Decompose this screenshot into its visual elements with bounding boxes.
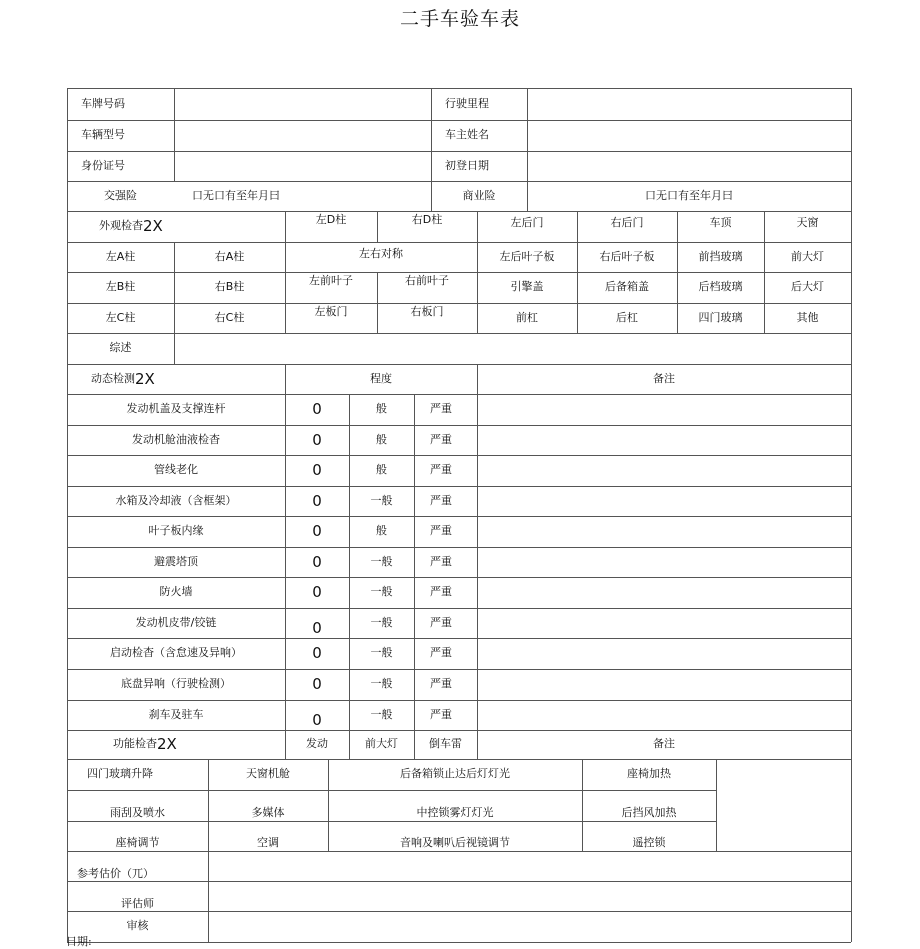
- appraiser-label: 评估师: [121, 896, 154, 910]
- function-item: 座椅调节: [115, 835, 160, 849]
- dynamic-item-name: 防火墙: [159, 585, 193, 599]
- degree-mild-option: 一般: [370, 646, 393, 660]
- plate-label: 车牌号码: [81, 96, 125, 110]
- exterior-item: 左C柱: [105, 310, 136, 324]
- function-item: 四门玻璃升降: [87, 767, 153, 780]
- degree-mild-option: 一般: [370, 493, 393, 507]
- exterior-item: 前挡玻璃: [698, 249, 743, 263]
- exterior-item: 左右对称: [359, 247, 403, 260]
- degree-severe-option: 严重: [430, 615, 452, 629]
- degree-severe-option: 严重: [430, 646, 452, 660]
- degree-severe-option: 严重: [430, 493, 452, 507]
- exterior-item: 引擎盖: [510, 280, 544, 294]
- degree-none-value: 0: [312, 430, 322, 449]
- degree-severe-option: 严重: [430, 524, 452, 538]
- function-item: 中控锁雾灯灯光: [416, 805, 494, 819]
- model-label: 车辆型号: [81, 128, 125, 142]
- function-item: 天窗机舱: [246, 767, 290, 780]
- degree-mild-option: 一般: [370, 615, 393, 629]
- exterior-item: 右B柱: [214, 280, 245, 294]
- exterior-item: 右前叶子: [405, 274, 449, 287]
- function-item: 多媒体: [251, 805, 285, 819]
- exterior-item: 天窗: [796, 216, 819, 229]
- owner-label: 车主姓名: [445, 128, 489, 142]
- exterior-item: 左前叶子: [309, 274, 353, 287]
- grid-line: [851, 88, 852, 942]
- degree-mild-option: 般: [376, 524, 387, 538]
- compulsory-insurance-label: 交强险: [104, 188, 137, 202]
- exterior-item: 后档玻璃: [698, 280, 743, 294]
- degree-mild-option: 般: [376, 402, 387, 416]
- degree-none-value: 0: [312, 618, 322, 637]
- function-item: 后备箱锁止达后灯灯光: [400, 767, 510, 780]
- dynamic-item-name: 发动机皮带/铰链: [135, 615, 217, 629]
- degree-none-value: 0: [312, 583, 322, 602]
- degree-severe-option: 严重: [430, 707, 452, 721]
- page-title: 二手车验车表: [399, 8, 520, 30]
- first-reg-label: 初登日期: [445, 158, 489, 172]
- exterior-item: 四门玻璃: [698, 310, 743, 324]
- exterior-header-text: 外观检杳: [99, 219, 143, 233]
- exterior-item: 左D柱: [315, 213, 347, 226]
- grid-line: [716, 759, 717, 851]
- exterior-item: 其他: [796, 310, 819, 324]
- function-item: 座椅加热: [627, 767, 671, 780]
- dynamic-item-name: 启动检杳（含怠速及异响）: [110, 646, 242, 660]
- degree-mild-option: 一般: [370, 585, 393, 599]
- degree-none-value: 0: [312, 644, 322, 663]
- exterior-item: 左后叶子板: [499, 249, 555, 263]
- degree-none-value: 0: [312, 552, 322, 571]
- degree-label: 程度: [370, 371, 392, 385]
- exterior-header: [67, 211, 285, 242]
- degree-mild-option: 般: [376, 463, 387, 477]
- degree-none-value: 0: [312, 461, 322, 480]
- exterior-item: 右C柱: [214, 310, 245, 324]
- function-item: 遥控锁: [632, 835, 666, 849]
- exterior-item: 右后叶子板: [599, 249, 655, 263]
- grid-line: [67, 333, 851, 334]
- exterior-item: 右板门: [410, 305, 444, 318]
- function-header: [67, 730, 285, 759]
- id-label: 身份证号: [81, 158, 125, 172]
- degree-severe-option: 严重: [430, 432, 452, 446]
- degree-severe-option: 严重: [430, 554, 452, 568]
- exterior-item: 右D柱: [411, 213, 443, 226]
- exterior-item: 后备箱盖: [605, 280, 649, 294]
- dynamic-item-name: 底盘异响（行驶检测）: [121, 677, 231, 691]
- dynamic-item-name: 管线老化: [154, 463, 198, 477]
- degree-mild-option: 般: [376, 432, 387, 446]
- date-label: 日期:: [66, 935, 92, 948]
- review-label: 审核: [126, 919, 149, 933]
- exterior-item: 左板门: [314, 305, 348, 318]
- exterior-item: 前杠: [516, 310, 538, 324]
- dynamic-item-name: 叶子板内缘: [148, 524, 204, 538]
- grid-line: [67, 942, 851, 943]
- degree-mild-option: 一般: [370, 554, 393, 568]
- degree-none-value: 0: [312, 710, 322, 729]
- degree-severe-option: 严重: [430, 463, 452, 477]
- dynamic-header-text: 动态检测: [91, 371, 135, 385]
- dynamic-item-name: 避震塔顶: [154, 554, 198, 568]
- dynamic-item-name: 发动机盖及支撑连杆: [126, 402, 226, 416]
- dynamic-item-name: 刹车及驻车: [148, 707, 204, 721]
- estimate-label: 参考估价（兀）: [77, 866, 154, 880]
- dynamic-item-name: 发动机舱油液检杳: [132, 432, 220, 446]
- function-col-radar: 倒车雷: [429, 737, 462, 751]
- degree-severe-option: 严重: [430, 677, 452, 691]
- degree-severe-option: 严重: [430, 585, 452, 599]
- commercial-insurance-value: 口无口有至年月曰: [645, 188, 733, 202]
- dynamic-item-name: 水箱及冷却液（含框架）: [115, 493, 237, 507]
- degree-none-value: 0: [312, 491, 322, 510]
- function-col-headlight: 前大灯: [365, 737, 398, 751]
- degree-none-value: 0: [312, 675, 322, 694]
- degree-mild-option: 一般: [370, 677, 393, 691]
- exterior-item: 左后门: [510, 216, 544, 229]
- function-header-text: 功能检杳: [113, 737, 157, 751]
- exterior-item: 左B柱: [105, 280, 136, 294]
- dynamic-remark-label: 备注: [653, 371, 675, 385]
- exterior-header-mark: 2X: [143, 217, 163, 236]
- exterior-item: 后杠: [616, 310, 638, 324]
- function-item: 音响及喇叭后视镜调节: [400, 835, 510, 849]
- degree-severe-option: 严重: [430, 402, 452, 416]
- exterior-item: 左A柱: [105, 249, 136, 263]
- summary-label: 综述: [109, 341, 132, 355]
- exterior-item: 右A柱: [214, 249, 245, 263]
- dynamic-header: [67, 364, 285, 394]
- degree-none-value: 0: [312, 522, 322, 541]
- compulsory-insurance-value: 口无口有至年月曰: [192, 188, 280, 202]
- degree-mild-option: 一般: [370, 707, 393, 721]
- function-item: 后挡风加热: [621, 805, 677, 819]
- function-header-mark: 2X: [157, 735, 177, 754]
- function-col-engine: 发动: [306, 737, 328, 751]
- commercial-insurance-label: 商业险: [462, 188, 496, 202]
- degree-none-value: 0: [312, 400, 322, 419]
- exterior-item: 后大灯: [791, 280, 824, 294]
- dynamic-header-mark: 2X: [135, 369, 155, 388]
- function-item: 空调: [257, 835, 279, 849]
- exterior-item: 前大灯: [791, 249, 824, 263]
- exterior-item: 右后门: [610, 216, 644, 229]
- mileage-label: 行驶里程: [445, 96, 489, 110]
- function-remark-label: 备注: [653, 737, 675, 751]
- function-item: 雨刮及喷水: [110, 805, 165, 819]
- exterior-item: 车顶: [709, 216, 732, 229]
- grid-line: [174, 88, 175, 181]
